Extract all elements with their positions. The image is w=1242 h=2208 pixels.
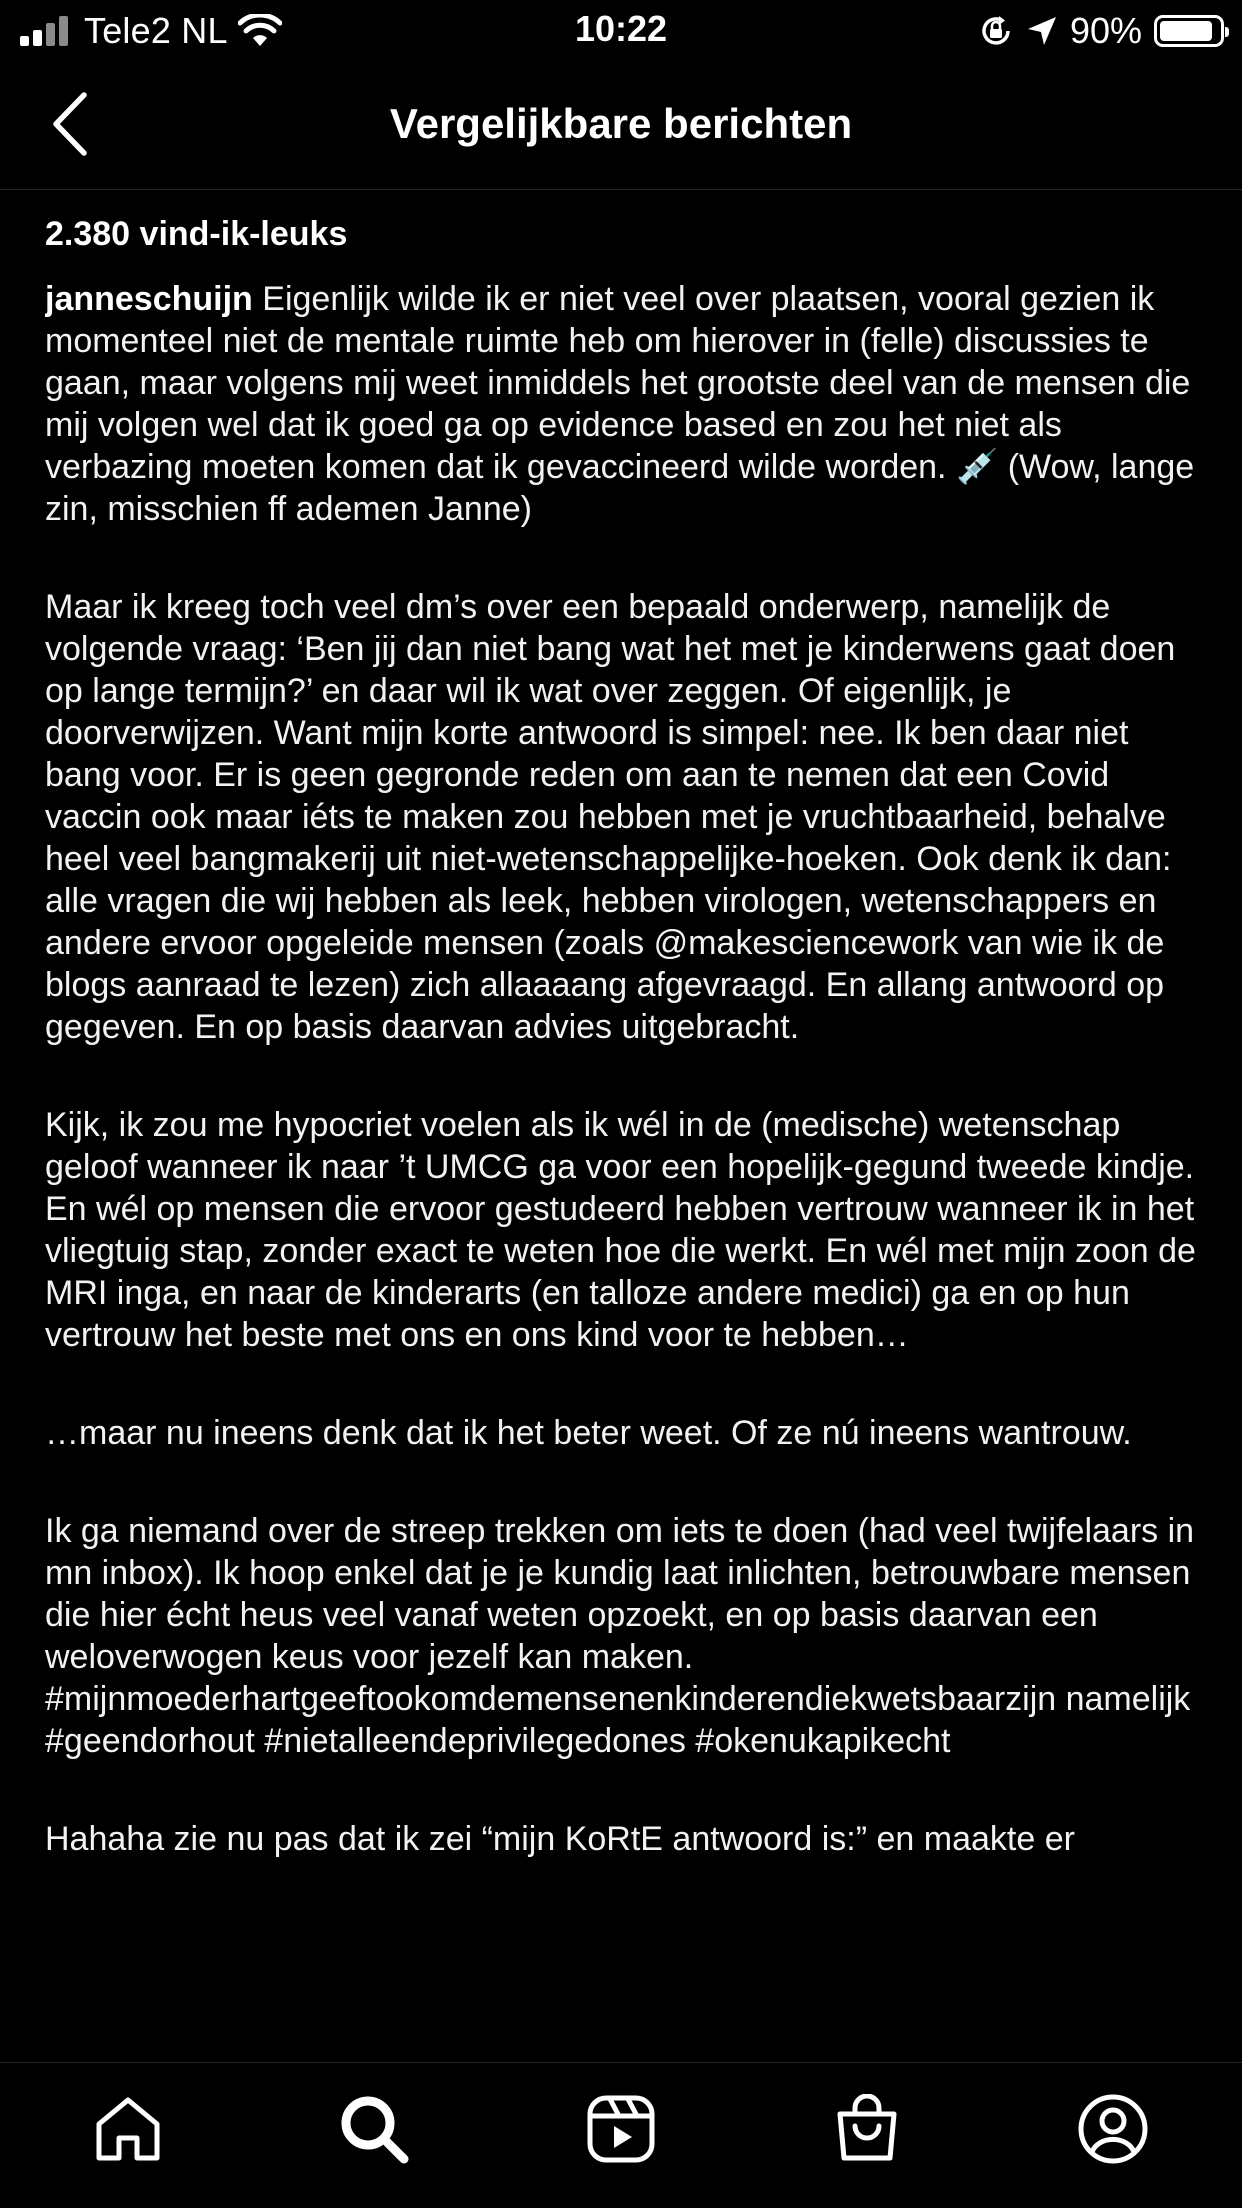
nav-home[interactable] (90, 2091, 166, 2167)
nav-profile[interactable] (1075, 2091, 1151, 2167)
bottom-nav (0, 2062, 1242, 2208)
caption-paragraph: Ik ga niemand over de streep trekken om iets te doen (had veel twijfelaars in mn inbox). Ik hoop enkel dat je je kundig laat inlichten, betrouwbare mensen die hier écht heus veel vanaf weten opzoekt, en op basis daarvan een weloverwogen keus voor jezelf kan maken. #mijnmoederhartgeeftookomdemensenenkinderendiekwetsbaarzijn namelijk #geendorhout #nietalleendeprivilegedones #okenukapikecht (45, 1512, 1195, 1760)
caption-paragraph (45, 278, 1205, 530)
status-bar (0, 0, 1242, 62)
status-right (978, 8, 1224, 54)
profile-icon (1077, 2093, 1149, 2165)
like-count[interactable]: 2.380 vind-ik-leuks (45, 215, 348, 253)
home-icon (93, 2094, 163, 2164)
carrier-name: Tele2 NL (84, 10, 228, 51)
caption-paragraph: Maar ik kreeg toch veel dm’s over een bepaald onderwerp, namelijk de volgende vraag: ‘Ben jij dan niet bang wat het met je kinderwens gaat doen op lange termijn?’ en daar wil ik wat over zeggen. Of eigenlijk, je doorverwijzen. Want mijn korte antwoord is simpel: nee. Ik ben daar niet bang voor. Er is geen gegronde reden om aan te nemen dat een Covid vaccin ook maar iéts te maken zou hebben met je vruchtbaarheid, behalve heel veel bangmakerij uit niet-wetenschappelijke-hoeken. Ook denk ik dan: alle vragen die wij hebben als leek, hebben virologen, wetenschappers en andere ervoor opgeleide mensen (zoals @makesciencework van wie ik de blogs aanraad te lezen) zich allaaaang afgevraagd. En allang antwoord op gegeven. En op basis daarvan advies uitgebracht. (45, 588, 1176, 1046)
battery-level (1160, 21, 1212, 41)
caption-text: Eigenlijk wilde ik er niet veel over plaatsen, vooral gezien ik momenteel niet de mentale ruimte heb om hierover in (felle) discussies te gaan, maar volgens mij weet inmiddels het grootste deel van de mensen die mij volgen wel dat ik goed ga op evidence based en zou het niet als verbazing moeten komen dat ik gevaccineerd wilde worden. 💉 (Wow, lange zin, misschien ff ademen Janne) (45, 280, 1195, 528)
nav-reels[interactable] (583, 2091, 659, 2167)
caption-paragraph: Hahaha zie nu pas dat ik zei “mijn KoRtE antwoord is:” en maakte er (45, 1820, 1075, 1858)
status-time: 10:22 (574, 8, 668, 49)
post-caption (45, 210, 1205, 2060)
nav-search[interactable] (336, 2091, 412, 2167)
header (0, 62, 1242, 190)
nav-shop[interactable] (829, 2091, 905, 2167)
caption-paragraph: Kijk, ik zou me hypocriet voelen als ik wél in de (medische) wetenschap geloof wanneer ik naar ’t UMCG ga voor een hopelijk-gegund tweede kindje. En wél op mensen die ervoor gestudeerd hebben vertrouw wanneer ik in het vliegtuig stap, zonder exact te weten hoe die werkt. En wél met mijn zoon de MRI inga, en naar de kinderarts (en talloze andere medici) ga en op hun vertrouw het beste met ons en ons kind voor te hebben… (45, 1106, 1196, 1354)
page-title: Vergelijkbare berichten (389, 100, 853, 147)
orientation-lock-icon (978, 13, 1014, 49)
reels-icon (586, 2094, 656, 2164)
caption-paragraph: …maar nu ineens denk dat ik het beter weet. Of ze nú ineens wantrouw. (45, 1414, 1132, 1452)
username-link[interactable]: janneschuijn (45, 280, 253, 318)
location-arrow-icon (1026, 15, 1058, 47)
shop-bag-icon (834, 2094, 900, 2164)
search-icon (338, 2093, 410, 2165)
battery-icon (1154, 15, 1224, 47)
battery-percentage: 90% (1069, 10, 1142, 51)
